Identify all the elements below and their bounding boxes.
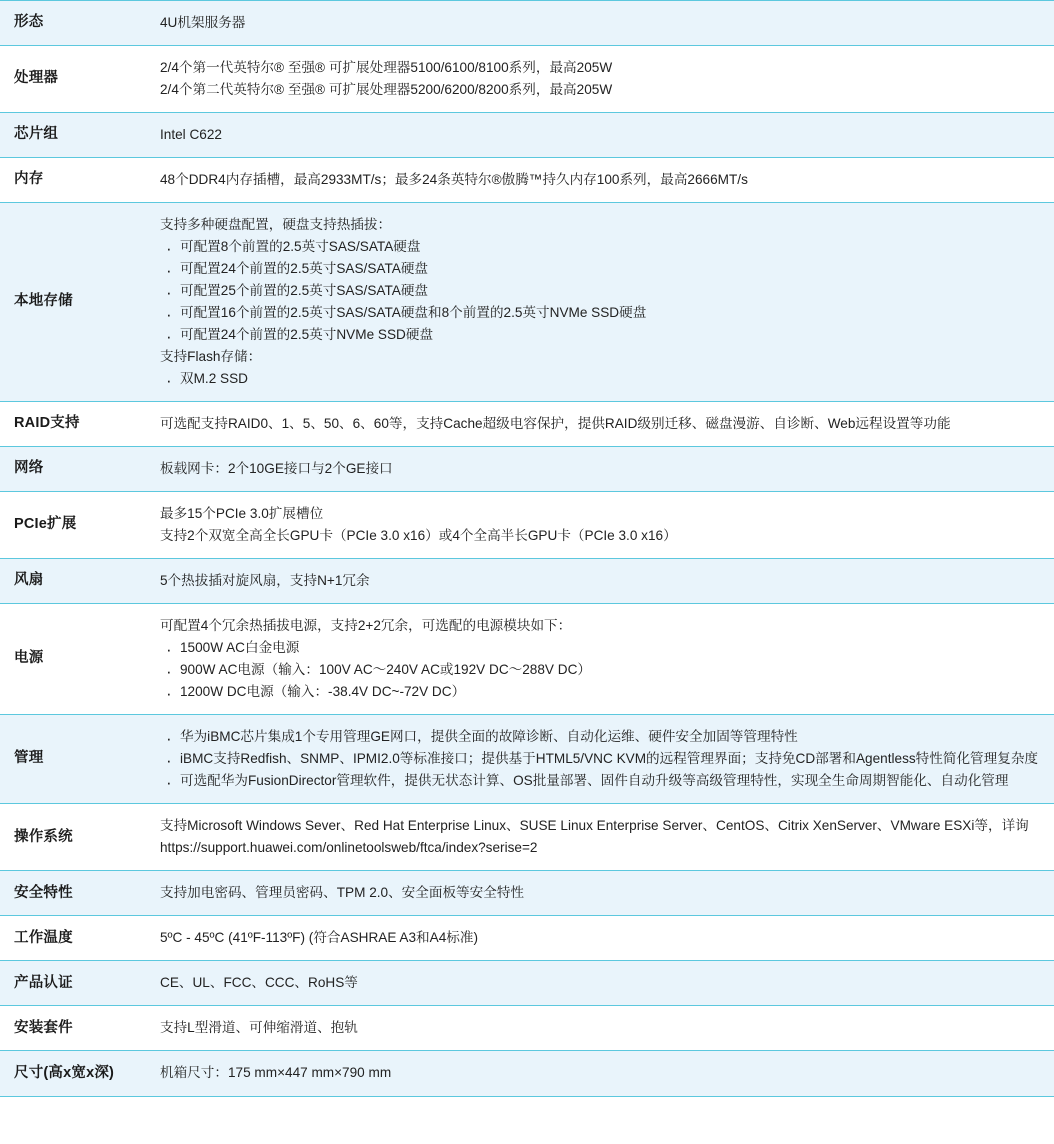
spec-value (160, 1006, 1054, 1051)
spec-value-line: 48个DDR4内存插槽，最高2933MT/s；最多24条英特尔®傲腾™持久内存100系列，最高2666MT/s (160, 172, 748, 188)
spec-value-line: 2/4个第二代英特尔® 至强® 可扩展处理器5200/6200/8200系列，最高205W (160, 82, 613, 98)
table-row (0, 715, 1054, 804)
spec-label: 尺寸(高x宽x深) (14, 1064, 115, 1081)
spec-label: 形态 (14, 14, 44, 31)
spec-label: 工作温度 (14, 929, 73, 946)
table-row (0, 113, 1054, 158)
table-row (0, 559, 1054, 604)
spec-label: 电源 (14, 650, 44, 667)
spec-value (160, 715, 1054, 804)
spec-label: 芯片组 (14, 126, 59, 143)
spec-value (160, 871, 1054, 916)
spec-value-line: 5个热拔插对旋风扇，支持N+1冗余 (160, 573, 370, 589)
spec-label: 管理 (14, 750, 44, 767)
spec-label: 网络 (14, 460, 44, 477)
list-item: · 华为iBMC芯片集成1个专用管理GE网口，提供全面的故障诊断、自动化运维、硬件安全加固等管理特性 (160, 726, 1040, 748)
spec-value (160, 158, 1054, 203)
table-row (0, 46, 1054, 113)
list-item: · 可配置25个前置的2.5英寸SAS/SATA硬盘 (160, 280, 1040, 302)
spec-label: PCIe扩展 (14, 516, 77, 533)
list-item: · 可配置16个前置的2.5英寸SAS/SATA硬盘和8个前置的2.5英寸NVMe SSD硬盘 (160, 302, 1040, 324)
spec-value-line: 支持2个双宽全高全长GPU卡（PCIe 3.0 x16）或4个全高半长GPU卡（PCIe 3.0 x16） (160, 528, 677, 544)
spec-label: 本地存储 (14, 293, 73, 310)
spec-value (160, 559, 1054, 604)
spec-value-line: 可配置4个冗余热插拔电源，支持2+2冗余，可选配的电源模块如下： (160, 618, 572, 634)
table-row (0, 916, 1054, 961)
table-row (0, 1051, 1054, 1096)
list-item: · 可配置24个前置的2.5英寸SAS/SATA硬盘 (160, 258, 1040, 280)
spec-label: 内存 (14, 171, 44, 188)
spec-label: 风扇 (14, 572, 44, 589)
table-row (0, 203, 1054, 402)
spec-value (160, 804, 1054, 871)
spec-value-line: 可选配支持RAID0、1、5、50、6、60等，支持Cache超级电容保护，提供RAID级别迁移、磁盘漫游、自诊断、Web远程设置等功能 (160, 416, 951, 432)
spec-value-line: 支持L型滑道、可伸缩滑道、抱轨 (160, 1020, 358, 1036)
spec-label: 处理器 (14, 70, 59, 87)
list-item: · 1500W AC白金电源 (160, 637, 1040, 659)
spec-value-line: 支持加电密码、管理员密码、TPM 2.0、安全面板等安全特性 (160, 885, 525, 901)
spec-value (160, 46, 1054, 113)
spec-value (160, 492, 1054, 559)
list-item: · 可配置24个前置的2.5英寸NVMe SSD硬盘 (160, 324, 1040, 346)
spec-label: 操作系统 (14, 828, 73, 845)
table-row (0, 1006, 1054, 1051)
spec-value-line: 板载网卡：2个10GE接口与2个GE接口 (160, 461, 393, 477)
table-row (0, 871, 1054, 916)
table-row (0, 604, 1054, 715)
table-row (0, 158, 1054, 203)
spec-value (160, 1051, 1054, 1096)
spec-value-line: 机箱尺寸：175 mm×447 mm×790 mm (160, 1065, 392, 1081)
specifications-table-body (0, 1, 1054, 1097)
spec-value (160, 113, 1054, 158)
spec-value-line: 支持Microsoft Windows Sever、Red Hat Enterprise Linux、SUSE Linux Enterprise Server、CentOS、Citrix XenServer、VMware ESXi等，详询https://support.huawei.com/onlinetoolsweb/ftca/index?serise=2 (160, 818, 1029, 856)
spec-value (160, 604, 1054, 715)
table-row (0, 961, 1054, 1006)
spec-value-line: 支持多种硬盘配置，硬盘支持热插拔： (160, 217, 392, 233)
spec-value (160, 1, 1054, 46)
list-item: · 双M.2 SSD (160, 368, 1040, 390)
spec-label: 安装套件 (14, 1019, 73, 1036)
spec-value-line: 2/4个第一代英特尔® 至强® 可扩展处理器5100/6100/8100系列，最高205W (160, 60, 613, 76)
spec-label: RAID支持 (14, 415, 80, 432)
table-row (0, 447, 1054, 492)
spec-value (160, 961, 1054, 1006)
spec-label: 产品认证 (14, 974, 73, 991)
spec-bullet-list (160, 368, 1040, 390)
list-item: · 可配置8个前置的2.5英寸SAS/SATA硬盘 (160, 236, 1040, 258)
spec-value-line: Intel C622 (160, 127, 222, 143)
spec-value (160, 402, 1054, 447)
spec-value-line: 支持Flash存储： (160, 349, 262, 365)
spec-bullet-list (160, 726, 1040, 792)
spec-value-line: 5ºC - 45ºC (41ºF-113ºF) (符合ASHRAE A3和A4标准) (160, 930, 478, 946)
spec-value-line: 最多15个PCIe 3.0扩展槽位 (160, 506, 324, 522)
spec-label: 安全特性 (14, 884, 73, 901)
list-item: · 900W AC电源（输入：100V AC～240V AC或192V DC～288V DC） (160, 659, 1040, 681)
spec-value (160, 447, 1054, 492)
spec-value-line: CE、UL、FCC、CCC、RoHS等 (160, 975, 358, 991)
list-item: · iBMC支持Redfish、SNMP、IPMI2.0等标准接口；提供基于HTML5/VNC KVM的远程管理界面；支持免CD部署和Agentless特性简化管理复杂度 (160, 748, 1040, 770)
spec-bullet-list (160, 637, 1040, 703)
list-item: · 1200W DC电源（输入：-38.4V DC~-72V DC） (160, 681, 1040, 703)
table-row (0, 402, 1054, 447)
list-item: · 可选配华为FusionDirector管理软件，提供无状态计算、OS批量部署、固件自动升级等高级管理特性，实现全生命周期智能化、自动化管理 (160, 770, 1040, 792)
table-row (0, 804, 1054, 871)
table-row (0, 1, 1054, 46)
spec-value (160, 203, 1054, 402)
spec-value (160, 916, 1054, 961)
spec-bullet-list (160, 236, 1040, 346)
table-row (0, 492, 1054, 559)
spec-value-line: 4U机架服务器 (160, 15, 246, 30)
